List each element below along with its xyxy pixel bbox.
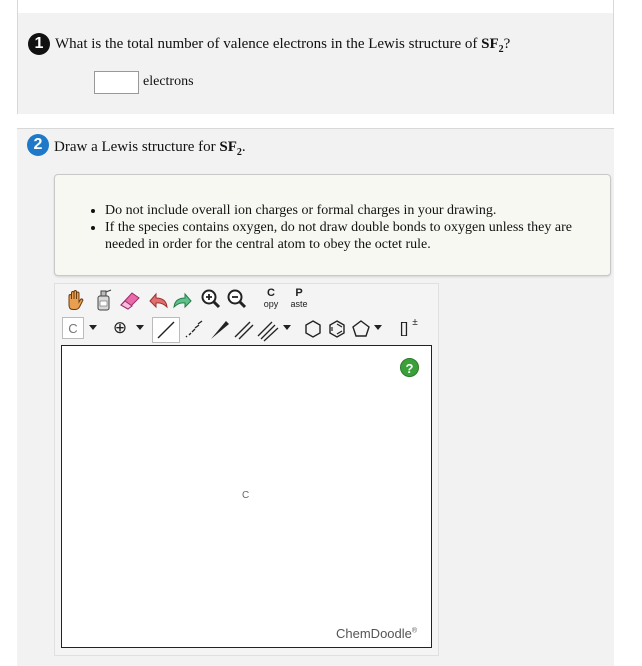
wedge-bond-tool-button[interactable] xyxy=(207,318,231,342)
question-1-prompt: What is the total number of valence electrons in the Lewis structure of xyxy=(55,36,482,52)
instructions-box xyxy=(54,174,611,276)
hashed-wedge-bond-icon xyxy=(181,318,205,342)
top-frame xyxy=(17,0,614,13)
bracket-charge-symbol: ± xyxy=(412,317,418,328)
question-2-prompt: Draw a Lewis structure for xyxy=(54,139,220,155)
hand-tool-button[interactable] xyxy=(62,288,88,312)
triple-bond-tool-button[interactable] xyxy=(256,318,280,342)
zoom-out-button[interactable] xyxy=(226,288,248,310)
electrons-unit-label: electrons xyxy=(143,74,194,89)
zoom-out-icon xyxy=(227,289,247,309)
canvas-center-atom-label: C xyxy=(242,490,250,501)
copy-button[interactable] xyxy=(258,286,284,312)
zoom-in-icon xyxy=(201,289,221,309)
paste-label-bottom: aste xyxy=(290,299,308,309)
ring-dropdown-chevron-down-icon[interactable] xyxy=(374,325,382,330)
pentagon-ring-tool-button[interactable] xyxy=(350,318,372,340)
benzene-ring-tool-button[interactable] xyxy=(326,318,348,340)
zoom-in-button[interactable] xyxy=(200,288,222,310)
hexagon-ring-tool-button[interactable] xyxy=(302,318,324,340)
redo-button[interactable] xyxy=(171,288,195,312)
single-bond-icon xyxy=(153,318,179,342)
undo-button[interactable] xyxy=(146,288,170,312)
chemdoodle-brand: ChemDoodle® xyxy=(336,626,418,641)
question-1-formula: $SF_2$ xyxy=(481,36,504,55)
double-bond-tool-button[interactable] xyxy=(232,318,256,342)
redo-arrow-icon xyxy=(172,291,194,309)
question-2-formula: $SF_2$ xyxy=(219,139,242,158)
pentagon-icon xyxy=(351,319,371,339)
question-2-number-badge: 2 xyxy=(27,134,49,156)
double-bond-icon xyxy=(232,318,256,342)
hexagon-icon xyxy=(303,319,323,339)
charge-dropdown-chevron-down-icon[interactable] xyxy=(136,325,144,330)
undo-arrow-icon xyxy=(147,291,169,309)
recessed-bond-tool-button[interactable] xyxy=(181,318,205,342)
paste-button[interactable] xyxy=(286,286,312,312)
eraser-tool-button[interactable] xyxy=(117,288,143,312)
bracket-icon: [] xyxy=(399,320,409,337)
element-selector-value: C xyxy=(68,321,78,336)
question-2-text: Draw a Lewis structure for $SF_2$. xyxy=(54,139,246,158)
drawing-canvas[interactable] xyxy=(61,345,432,648)
element-dropdown-chevron-down-icon[interactable] xyxy=(89,325,97,330)
valence-electrons-input[interactable] xyxy=(94,71,139,94)
wedge-bond-icon xyxy=(207,318,231,342)
help-icon[interactable]: ? xyxy=(400,358,419,377)
instruction-item: • Do not include overall ion charges or formal charges in your drawing. xyxy=(105,202,595,219)
element-selector[interactable] xyxy=(62,317,84,339)
instruction-item: • If the species contains oxygen, do not draw double bonds to oxygen unless they are needed in order for the central atom to obey the octet rule. xyxy=(105,219,595,253)
single-bond-tool-button[interactable] xyxy=(152,317,180,343)
eraser-bottle-tool-button[interactable] xyxy=(90,287,116,313)
hand-icon xyxy=(64,289,86,311)
copy-label-top: C xyxy=(267,287,275,299)
bond-dropdown-chevron-down-icon[interactable] xyxy=(283,325,291,330)
triple-bond-icon xyxy=(256,318,280,342)
bottle-icon xyxy=(92,288,114,312)
question-1-number-badge: 1 xyxy=(28,33,50,55)
instructions-list xyxy=(105,202,595,253)
copy-label-bottom: opy xyxy=(263,299,279,309)
bracket-charge-tool-button[interactable] xyxy=(394,318,424,340)
plus-circle-icon: ⊕ xyxy=(112,318,128,337)
eraser-icon xyxy=(118,290,142,310)
benzene-icon xyxy=(327,319,347,339)
paste-label-top: P xyxy=(295,287,303,299)
question-1-text: What is the total number of valence electrons in the Lewis structure of $SF_2$? xyxy=(55,36,511,55)
question-1-panel xyxy=(17,13,614,114)
charge-tool-button[interactable] xyxy=(110,318,130,338)
